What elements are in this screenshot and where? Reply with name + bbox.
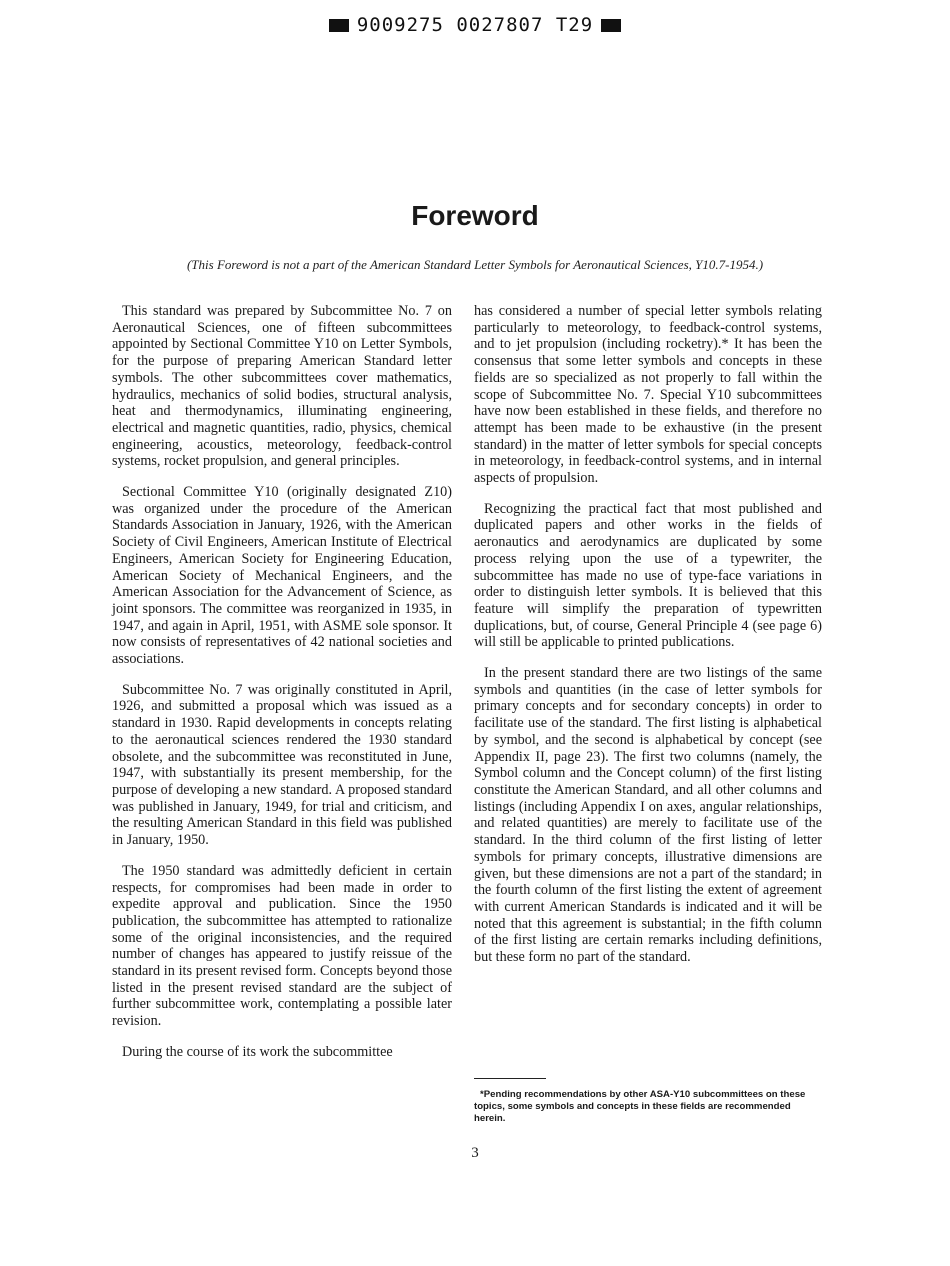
page-number: 3: [471, 1145, 479, 1161]
left-column: [112, 303, 452, 1075]
paragraph: Recognizing the practical fact that most published and duplicated papers and other works in the fields of aeronautics and aerodynamics are duplicated by some process relying upon the use of a typewriter, the subcommittee has made no use of type-face variations in order to distinguish letter symbols. It is believed that this feature will simplify the preparation of typewritten duplications, but, of course, General Principle 4 (see page 6) will still be applicable to printed publications.: [474, 500, 822, 651]
footnote-rule: [474, 1078, 546, 1079]
foreword-note: (This Foreword is not a part of the American Standard Letter Symbols for Aeronautical Sciences, Y10.7-1954.): [186, 257, 764, 272]
page-title: Foreword: [411, 200, 539, 231]
paragraph: Sectional Committee Y10 (originally designated Z10) was organized under the procedure of the American Standards Association in January, 1926, with the American Society of Civil Engineers, American Institute of Electrical Engineers, American Society for Engineering Education, American Society of Mechanical Engineers, and the American Association for the Advancement of Science, as joint sponsors. The committee was reorganized in 1935, in 1947, and again in April, 1951, with ASME sole sponsor. It now consists of representatives of 42 national societies and associations.: [112, 484, 452, 668]
right-column: [474, 303, 822, 980]
barcode-block-left: [329, 19, 349, 32]
document-code-header: [0, 14, 950, 36]
paragraph: This standard was prepared by Subcommittee No. 7 on Aeronautical Sciences, one of fifteen subcommittees appointed by Sectional Committee Y10 on Letter Symbols, for the purpose of preparing American Standard letter symbols. The other subcommittees cover mathematics, hydraulics, mechanics of solid bodies, structural analysis, heat and thermodynamics, illuminating engineering, electrical and magnetic quantities, radio, physics, chemical engineering, acoustics, meteorology, feedback-control systems, rocket propulsion, and general principles.: [112, 303, 452, 470]
paragraph: has considered a number of special letter symbols relating particularly to meteorology, to feedback-control systems, and to jet propulsion (including rocketry).* It has been the consensus that some letter symbols and concepts in these fields are so specialized as not properly to fall within the scope of Subcommittee No. 7. Special Y10 subcommittees have now been established in these fields, and therefore no attempt has been made to be exhaustive (in the present standard) in the matter of letter symbols for special concepts in meteorology, in feedback-control systems, and in internal aspects of propulsion.: [474, 303, 822, 487]
paragraph: During the course of its work the subcommittee: [122, 1043, 393, 1060]
document-code: 9009275 0027807 T29: [356, 14, 594, 36]
paragraph: The 1950 standard was admittedly deficient in certain respects, for compromises had been made in order to expedite approval and publication. Since the 1950 publication, the subcommittee has attempted to rationalize some of the original inconsistencies, and the required number of changes has appeared to justify reissue of the standard in its present revised form. Concepts beyond those listed in the present revised standard are the subject of further subcommittee work, contemplating a possible later revision.: [112, 862, 452, 1030]
paragraph: In the present standard there are two listings of the same symbols and quantities (in the case of letter symbols for primary concepts and for secondary concepts) in order to facilitate use of the standard. The first listing is alphabetical by symbol, and the second is alphabetical by concept (see Appendix II, page 23). The first two columns (namely, the Symbol column and the Concept column) of the first listing constitute the American Standard, and all other columns and listings (including Appendix I on axes, angular relationships, and related quantities) are merely to facilitate use of the standard. In the third column of the first listing of letter symbols for primary concepts, illustrative dimensions are given, but these dimensions are not a part of the standard; in the fourth column of the first listing the extent of agreement with current American Standards is indicated and it will be noted that this agreement is substantial; in the fifth column of the first listing are certain remarks including definitions, but these form no part of the standard.: [474, 665, 822, 966]
barcode-block-right: [601, 19, 621, 32]
footnote: *Pending recommendations by other ASA-Y10 subcommittees on these topics, some symbols and concepts in these fields are recommended herein.: [474, 1089, 806, 1124]
paragraph: Subcommittee No. 7 was originally constituted in April, 1926, and submitted a proposal which was issued as a standard in 1930. Rapid developments in concepts relating to the aeronautical sciences rendered the 1930 standard obsolete, and the subcommittee was reconstituted in June, 1947, with substantially its present membership, for the purpose of developing a new standard. A proposed standard was published in January, 1949, for trial and criticism, and the resulting American Standard in this field was published in January, 1950.: [112, 681, 452, 849]
